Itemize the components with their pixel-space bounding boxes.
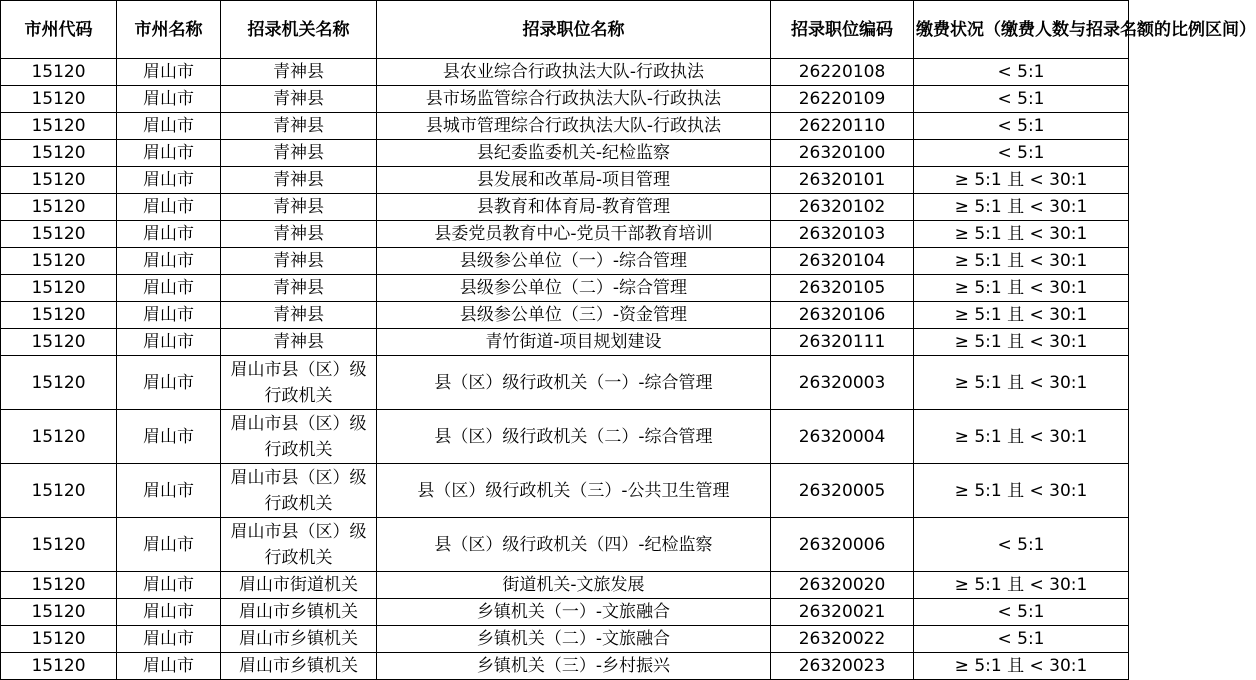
cell-agency-name: 眉山市县（区）级行政机关: [221, 410, 377, 464]
cell-position-code: 26320101: [771, 167, 914, 194]
cell-position-name: 街道机关-文旅发展: [377, 572, 771, 599]
cell-agency-name: 青神县: [221, 167, 377, 194]
cell-agency-name: 青神县: [221, 113, 377, 140]
cell-city-code: 15120: [1, 221, 117, 248]
table-row: [1, 275, 1129, 302]
table-row: [1, 140, 1129, 167]
cell-position-name: 乡镇机关（一）-文旅融合: [377, 599, 771, 626]
cell-payment-status: ≥ 5:1 且 < 30:1: [914, 275, 1129, 302]
cell-city-code: 15120: [1, 194, 117, 221]
table-row: [1, 194, 1129, 221]
table-row: [1, 113, 1129, 140]
cell-agency-name: 眉山市乡镇机关: [221, 653, 377, 680]
cell-position-code: 26320103: [771, 221, 914, 248]
cell-city-name: 眉山市: [117, 410, 221, 464]
cell-position-name: 县级参公单位（二）-综合管理: [377, 275, 771, 302]
cell-agency-name: 青神县: [221, 329, 377, 356]
cell-city-name: 眉山市: [117, 356, 221, 410]
cell-position-name: 县（区）级行政机关（四）-纪检监察: [377, 518, 771, 572]
cell-position-code: 26320005: [771, 464, 914, 518]
cell-city-name: 眉山市: [117, 518, 221, 572]
cell-position-name: 县纪委监委机关-纪检监察: [377, 140, 771, 167]
cell-city-name: 眉山市: [117, 329, 221, 356]
cell-position-code: 26320100: [771, 140, 914, 167]
cell-city-code: 15120: [1, 275, 117, 302]
cell-position-code: 26320111: [771, 329, 914, 356]
cell-position-name: 县（区）级行政机关（三）-公共卫生管理: [377, 464, 771, 518]
table-row: [1, 59, 1129, 86]
cell-position-name: 县委党员教育中心-党员干部教育培训: [377, 221, 771, 248]
cell-city-code: 15120: [1, 653, 117, 680]
cell-payment-status: ≥ 5:1 且 < 30:1: [914, 464, 1129, 518]
cell-city-code: 15120: [1, 167, 117, 194]
cell-payment-status: ≥ 5:1 且 < 30:1: [914, 410, 1129, 464]
header-position-name: 招录职位名称: [377, 1, 771, 59]
table-row: [1, 302, 1129, 329]
cell-payment-status: < 5:1: [914, 140, 1129, 167]
cell-position-name: 县级参公单位（一）-综合管理: [377, 248, 771, 275]
cell-position-code: 26320102: [771, 194, 914, 221]
table-row: [1, 464, 1129, 518]
cell-position-code: 26220110: [771, 113, 914, 140]
table-row: [1, 653, 1129, 680]
cell-city-code: 15120: [1, 248, 117, 275]
cell-position-code: 26320105: [771, 275, 914, 302]
cell-position-code: 26320020: [771, 572, 914, 599]
cell-city-code: 15120: [1, 329, 117, 356]
cell-agency-name: 青神县: [221, 59, 377, 86]
cell-agency-name: 青神县: [221, 140, 377, 167]
cell-city-code: 15120: [1, 59, 117, 86]
cell-position-code: 26220108: [771, 59, 914, 86]
table-row: [1, 599, 1129, 626]
cell-city-name: 眉山市: [117, 599, 221, 626]
cell-city-code: 15120: [1, 572, 117, 599]
cell-position-code: 26320006: [771, 518, 914, 572]
table-row: [1, 86, 1129, 113]
cell-position-name: 县城市管理综合行政执法大队-行政执法: [377, 113, 771, 140]
cell-agency-name: 青神县: [221, 275, 377, 302]
cell-city-code: 15120: [1, 86, 117, 113]
cell-position-code: 26320004: [771, 410, 914, 464]
cell-position-code: 26320106: [771, 302, 914, 329]
cell-city-name: 眉山市: [117, 302, 221, 329]
cell-position-name: 县市场监管综合行政执法大队-行政执法: [377, 86, 771, 113]
cell-city-name: 眉山市: [117, 464, 221, 518]
cell-position-name: 县发展和改革局-项目管理: [377, 167, 771, 194]
cell-payment-status: ≥ 5:1 且 < 30:1: [914, 329, 1129, 356]
cell-payment-status: < 5:1: [914, 86, 1129, 113]
cell-payment-status: ≥ 5:1 且 < 30:1: [914, 167, 1129, 194]
table-row: [1, 221, 1129, 248]
cell-position-name: 乡镇机关（三）-乡村振兴: [377, 653, 771, 680]
table-header: [1, 1, 1256, 59]
table-body: [1, 59, 1129, 680]
table-row: [1, 167, 1129, 194]
cell-city-name: 眉山市: [117, 653, 221, 680]
cell-city-name: 眉山市: [117, 86, 221, 113]
cell-city-name: 眉山市: [117, 275, 221, 302]
cell-city-name: 眉山市: [117, 248, 221, 275]
cell-position-name: 县（区）级行政机关（二）-综合管理: [377, 410, 771, 464]
cell-agency-name: 眉山市乡镇机关: [221, 599, 377, 626]
cell-city-code: 15120: [1, 410, 117, 464]
cell-city-code: 15120: [1, 302, 117, 329]
cell-position-name: 乡镇机关（二）-文旅融合: [377, 626, 771, 653]
cell-position-code: 26320003: [771, 356, 914, 410]
cell-payment-status: ≥ 5:1 且 < 30:1: [914, 356, 1129, 410]
cell-city-code: 15120: [1, 113, 117, 140]
cell-position-code: 26220109: [771, 86, 914, 113]
cell-payment-status: ≥ 5:1 且 < 30:1: [914, 248, 1129, 275]
cell-payment-status: < 5:1: [914, 59, 1129, 86]
table-row: [1, 329, 1129, 356]
cell-payment-status: < 5:1: [914, 518, 1129, 572]
cell-position-name: 县（区）级行政机关（一）-综合管理: [377, 356, 771, 410]
cell-agency-name: 青神县: [221, 86, 377, 113]
cell-position-code: 26320021: [771, 599, 914, 626]
cell-agency-name: 青神县: [221, 248, 377, 275]
cell-payment-status: < 5:1: [914, 113, 1129, 140]
cell-city-name: 眉山市: [117, 572, 221, 599]
cell-payment-status: ≥ 5:1 且 < 30:1: [914, 302, 1129, 329]
cell-payment-status: < 5:1: [914, 626, 1129, 653]
cell-agency-name: 青神县: [221, 194, 377, 221]
table-row: [1, 248, 1129, 275]
cell-agency-name: 青神县: [221, 302, 377, 329]
cell-agency-name: 眉山市街道机关: [221, 572, 377, 599]
header-city-code: 市州代码: [1, 1, 117, 59]
cell-position-name: 县教育和体育局-教育管理: [377, 194, 771, 221]
cell-city-code: 15120: [1, 140, 117, 167]
cell-agency-name: 眉山市县（区）级行政机关: [221, 518, 377, 572]
table-row: [1, 410, 1129, 464]
cell-position-code: 26320023: [771, 653, 914, 680]
cell-payment-status: ≥ 5:1 且 < 30:1: [914, 653, 1129, 680]
cell-position-name: 县农业综合行政执法大队-行政执法: [377, 59, 771, 86]
cell-agency-name: 眉山市县（区）级行政机关: [221, 464, 377, 518]
cell-agency-name: 青神县: [221, 221, 377, 248]
cell-city-code: 15120: [1, 356, 117, 410]
table-row: [1, 572, 1129, 599]
cell-payment-status: ≥ 5:1 且 < 30:1: [914, 194, 1129, 221]
table-row: [1, 356, 1129, 410]
cell-payment-status: ≥ 5:1 且 < 30:1: [914, 572, 1129, 599]
cell-agency-name: 眉山市县（区）级行政机关: [221, 356, 377, 410]
cell-position-code: 26320022: [771, 626, 914, 653]
cell-city-name: 眉山市: [117, 113, 221, 140]
table-row: [1, 626, 1129, 653]
cell-city-name: 眉山市: [117, 167, 221, 194]
cell-city-name: 眉山市: [117, 194, 221, 221]
cell-position-code: 26320104: [771, 248, 914, 275]
cell-position-name: 县级参公单位（三）-资金管理: [377, 302, 771, 329]
header-agency-name: 招录机关名称: [221, 1, 377, 59]
cell-payment-status: ≥ 5:1 且 < 30:1: [914, 221, 1129, 248]
cell-city-name: 眉山市: [117, 221, 221, 248]
cell-city-code: 15120: [1, 626, 117, 653]
cell-city-name: 眉山市: [117, 59, 221, 86]
cell-city-code: 15120: [1, 599, 117, 626]
cell-city-name: 眉山市: [117, 140, 221, 167]
header-payment-status: 缴费状况（缴费人数与招录名额的比例区间）: [914, 1, 1129, 59]
cell-agency-name: 眉山市乡镇机关: [221, 626, 377, 653]
header-position-code: 招录职位编码: [771, 1, 914, 59]
cell-city-code: 15120: [1, 464, 117, 518]
cell-city-code: 15120: [1, 518, 117, 572]
cell-payment-status: < 5:1: [914, 599, 1129, 626]
header-city-name: 市州名称: [117, 1, 221, 59]
cell-position-name: 青竹街道-项目规划建设: [377, 329, 771, 356]
table-row: [1, 518, 1129, 572]
cell-city-name: 眉山市: [117, 626, 221, 653]
